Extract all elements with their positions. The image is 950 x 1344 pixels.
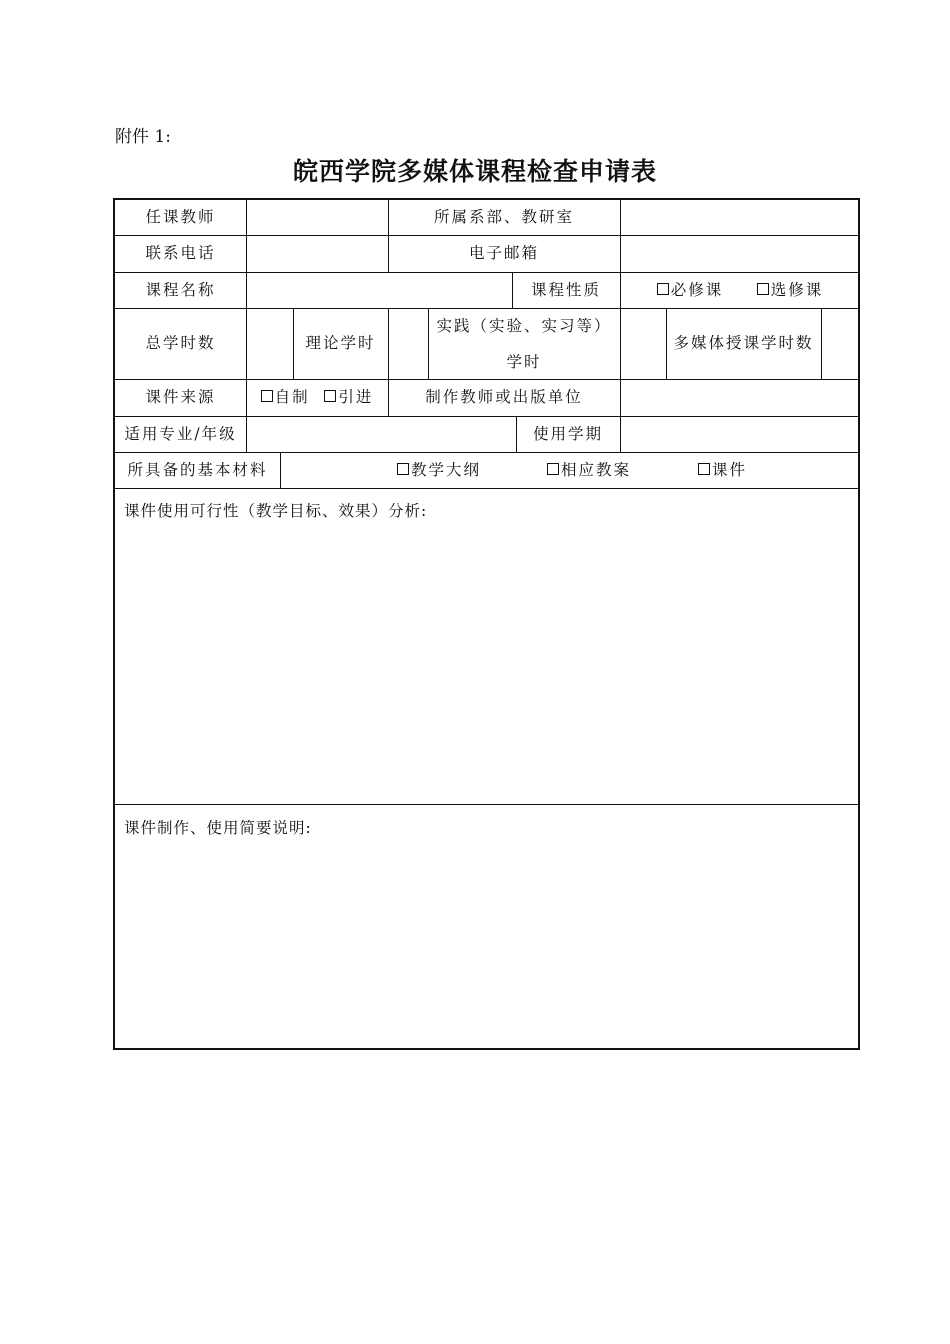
- feasibility-label: 课件使用可行性（教学目标、效果）分析:: [124, 502, 428, 520]
- practice-hours-label: 实践（实验、实习等）学时: [436, 316, 612, 371]
- required-checkbox[interactable]: [657, 283, 669, 295]
- imported-option[interactable]: 引进: [324, 380, 373, 415]
- elective-option[interactable]: 选修课: [757, 273, 824, 308]
- multimedia-hours-field[interactable]: [821, 308, 860, 379]
- materials-options: [280, 452, 860, 488]
- syllabus-option[interactable]: 教学大纲: [397, 453, 481, 488]
- lesson-plan-option[interactable]: 相应教案: [547, 453, 631, 488]
- syllabus-checkbox[interactable]: [397, 463, 409, 475]
- total-hours-field[interactable]: [246, 308, 293, 379]
- attachment-label: 附件 1:: [115, 127, 171, 147]
- total-hours-label: 总学时数: [145, 334, 216, 352]
- application-form: [113, 198, 860, 1050]
- email-label: 电子邮箱: [468, 244, 539, 262]
- theory-hours-field[interactable]: [388, 308, 428, 379]
- course-nature-label: 课程性质: [530, 280, 601, 299]
- teacher-field[interactable]: [246, 200, 388, 235]
- course-name-label: 课程名称: [145, 280, 216, 299]
- imported-checkbox[interactable]: [324, 390, 336, 402]
- description-label: 课件制作、使用简要说明:: [124, 819, 312, 837]
- multimedia-hours-label: 多媒体授课学时数: [673, 334, 814, 352]
- source-options: [246, 379, 388, 416]
- phone-label: 联系电话: [145, 244, 216, 262]
- producer-label: 制作教师或出版单位: [425, 388, 583, 406]
- materials-label: 所具备的基本材料: [127, 460, 268, 479]
- course-nature-options: [620, 272, 860, 308]
- description-area[interactable]: [115, 845, 860, 1045]
- courseware-option[interactable]: 课件: [698, 453, 747, 488]
- semester-field[interactable]: [620, 416, 860, 452]
- lesson-plan-checkbox[interactable]: [547, 463, 559, 475]
- phone-field[interactable]: [246, 235, 388, 272]
- required-option[interactable]: 必修课: [657, 273, 724, 308]
- self-made-checkbox[interactable]: [261, 390, 273, 402]
- producer-field[interactable]: [620, 379, 860, 416]
- courseware-checkbox[interactable]: [698, 463, 710, 475]
- teacher-label: 任课教师: [145, 208, 216, 226]
- department-label: 所属系部、教研室: [433, 208, 574, 226]
- department-field[interactable]: [620, 200, 860, 235]
- major-grade-label: 适用专业/年级: [124, 424, 237, 443]
- email-field[interactable]: [620, 235, 860, 272]
- semester-label: 使用学期: [532, 424, 603, 443]
- elective-checkbox[interactable]: [757, 283, 769, 295]
- self-made-option[interactable]: 自制: [261, 380, 310, 415]
- practice-hours-field[interactable]: [620, 308, 666, 379]
- feasibility-area[interactable]: [115, 530, 860, 802]
- theory-hours-label: 理论学时: [305, 334, 376, 352]
- course-name-field[interactable]: [246, 272, 512, 308]
- source-label: 课件来源: [145, 388, 216, 406]
- major-grade-field[interactable]: [246, 416, 516, 452]
- form-title: 皖西学院多媒体课程检查申请表: [292, 157, 657, 186]
